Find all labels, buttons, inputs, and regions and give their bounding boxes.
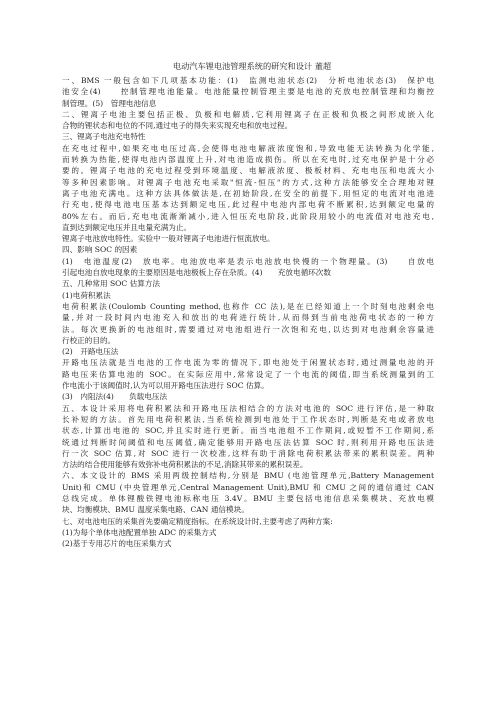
- text-line: 80%左右。而后,充电电流渐渐减小,进入恒压充电阶段,此阶段用较小的电流值对电池充电,: [62, 211, 434, 221]
- text-line: 作电流小于该阈值时,认为可以用开路电压法进行 SOC 估算。: [62, 381, 269, 391]
- text-line: 行校正的目的。: [62, 335, 116, 345]
- text-line: 直到达到额定电压并且电量充满为止。: [62, 222, 192, 232]
- text-line: 七、对电池电压的采集首先要确定精度指标。在系统设计时,主要考虑了两种方案:: [62, 516, 333, 526]
- text-line: 三、锂离子电池充电特性: [62, 132, 146, 142]
- text-line: 制管理。(5) 管理电池信息: [62, 98, 157, 108]
- text-line: 六、本文设计的 BMS 采用两级控制结构,分别是 BMU (电池管理单元,Battery Management: [62, 471, 434, 481]
- text-line: (1)电荷积累法: [62, 290, 111, 300]
- text-line: 要的。锂离子电池的充电过程受到环境温度、电解液浓度、极板材料、充电电压和电流大小: [62, 166, 434, 176]
- text-line: 四、影响 SOC 的因素: [62, 245, 138, 255]
- text-line: 量,并对一段时间内电池充入和放出的电荷进行统计,从而得到当前电池荷电状态的一种方: [62, 313, 434, 323]
- text-line: 开路电压法就是当电池的工作电流为零的情况下,即电池处于闲置状态时,通过测量电池的开: [62, 358, 434, 368]
- text-line: Unit)和 CMU (中央管理单元,Central Management Unit),BMU 和 CMU 之间的通信通过 CAN: [62, 482, 434, 492]
- text-line: 长补短的方法。首先用电荷积累法,当系统检测到电池处于工作状态时,判断是充电或者放电: [62, 414, 434, 424]
- document-body: [62, 75, 434, 549]
- text-line: 电荷积累法(Coulomb Counting method,也称作 CC 法),是在已经知道上一个时刻电池剩余电: [62, 301, 434, 311]
- text-line: (3) 内阻法(4) 负载电压法: [62, 392, 168, 402]
- text-line: 五、本设计采用将电荷积累法和开路电压法相结合的方法对电池的 SOC 进行评估,是一种取: [62, 403, 434, 413]
- text-line: 行一次 SOC 估算,对 SOC 进行一次校准,这样有助于消除电荷积累法带来的累积误差。两种: [62, 448, 434, 458]
- text-line: (1)为每个单体电池配置单独 ADC 的采集方式: [62, 527, 217, 537]
- text-line: (2)基于专用芯片的电压采集方式: [62, 539, 172, 549]
- text-line: 状态,计算出电池的 SOC,并且实时进行更新。而当电池组不工作期间,或短暂不工作期间,系: [62, 426, 434, 436]
- text-line: 路电压来估算电池的 SOC。在实际应用中,常常设定了一个电流的阈值,即当系统测量到的工: [62, 369, 434, 379]
- text-line: (2) 开路电压法: [62, 347, 119, 357]
- text-line: 二、锂离子电池主要包括正极、负极和电解质,它利用锂离子在正极和负极之间形成嵌入化: [62, 109, 434, 119]
- text-line: 在充电过程中,如果充电电压过高,会使得电池电解液浓度饱和,导致电能无法转换为化学能,: [62, 143, 434, 153]
- text-line: 法。每次更换新的电池组时,需要通过对电池组进行一次饱和充电,以达到对电池剩余容量进: [62, 324, 434, 334]
- text-line: 块、均衡模块、BMU 温度采集电路、CAN 通信模块。: [62, 505, 249, 515]
- text-line: 行充电,使得电池电压基本达到额定电压,此过程中电池内部电荷不断累积,达到额定电量的: [62, 200, 434, 210]
- text-line: 池安全(4) 控制管理电池能量。电池能量控制管理主要是电池的充放电控制管理和均衡控: [62, 87, 434, 97]
- text-line: (1) 电池温度(2) 放电率。电池放电率是表示电池放电快慢的一个物理量。(3) 自放电: [62, 256, 434, 266]
- text-line: 合物的锂状态和电位的不同,通过电子的得失来实现充电和放电过程。: [62, 121, 293, 131]
- text-line: 总线完成。单体锂酸铁锂电池标称电压 3.4V。BMU 主要包括电池信息采集模块、充放电模: [62, 493, 434, 503]
- text-line: 方法的结合使用能够有效弥补电荷积累法的不足,消除其带来的累积误差。: [62, 460, 308, 470]
- text-line: 锂离子电池放电特性。实验中一般对锂离子电池进行恒流放电。: [62, 234, 275, 244]
- text-line: 而转换为热能,使得电池内部温度上升,对电池造成损伤。所以在充电时,过充电保护是十分必: [62, 155, 434, 165]
- document-title: 电动汽车锂电池管理系统的研究和设计 董超: [172, 61, 332, 71]
- text-line: 五、几种常用 SOC 估算方法: [62, 279, 161, 289]
- text-line: 一、BMS 一般包含如下几项基本功能：(1) 监测电池状态(2) 分析电池状态(3) 保护电: [62, 76, 434, 85]
- text-line: 引起电池自放电现象的主要原因是电池极板上存在杂质。(4) 充放电循环次数: [62, 268, 331, 278]
- text-line: 离子电池充满电。这种方法具体做法是,在初始阶段,在安全的前提下,用恒定的电流对电池进: [62, 188, 434, 198]
- text-line: 统通过判断时间阈值和电压阈值,确定能够用开路电压法估算 SOC 时,则利用开路电压法进: [62, 437, 434, 447]
- text-line: 等多种因素影响。对锂离子电池充电采取"恒流-恒压"的方式,这种方法能够安全合理地对锂: [62, 177, 434, 187]
